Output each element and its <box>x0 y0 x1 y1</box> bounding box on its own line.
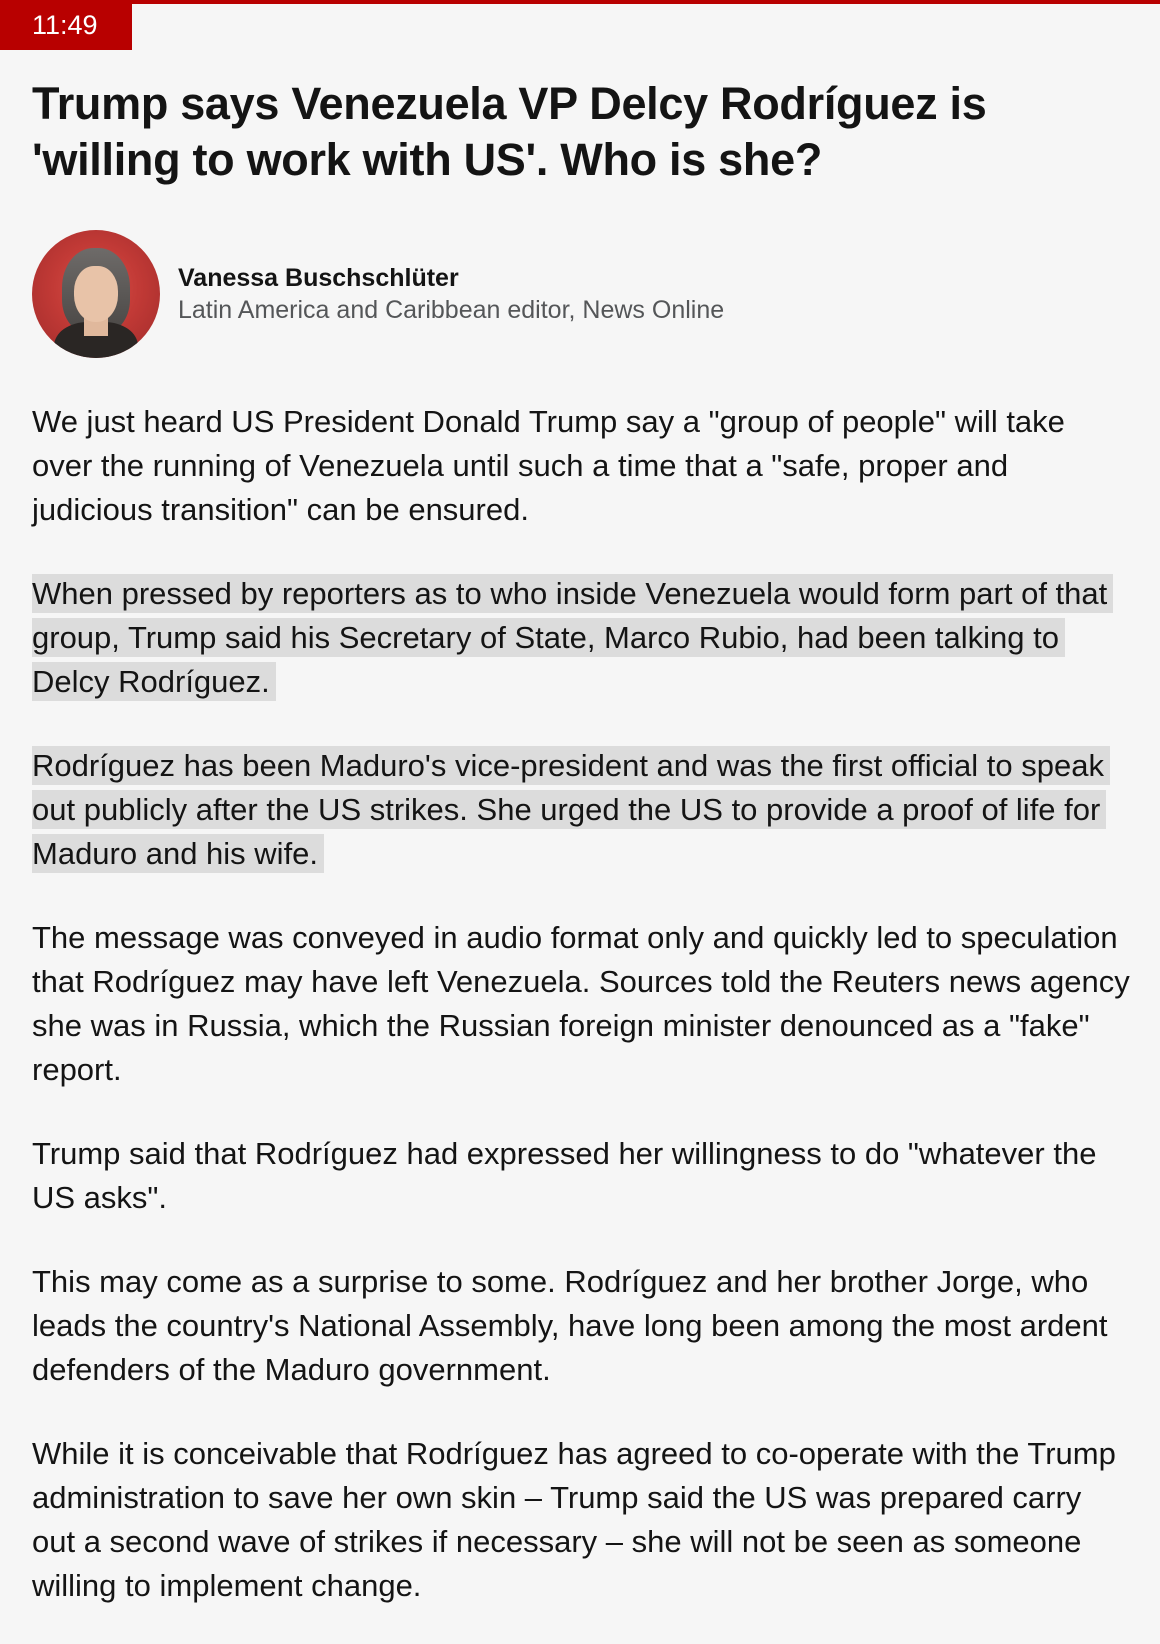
paragraph-4 <box>32 916 1132 1092</box>
paragraph-text: While it is conceivable that Rodríguez has agreed to co-operate with the Trump administration to save her own skin – Trump said the US was prepared carry out a second wave of strikes if necessary – she will not be seen as someone willing to implement change. <box>32 1436 1116 1603</box>
paragraph-2-highlighted <box>32 572 1132 704</box>
byline-text <box>178 262 724 326</box>
paragraph-3-highlighted <box>32 744 1132 876</box>
paragraph-text: The message was conveyed in audio format only and quickly led to speculation that Rodríguez may have left Venezuela. Sources told the Reuters news agency she was in Russia, which the Russian foreign minister denounced as a "fake" report. <box>32 920 1130 1087</box>
paragraph-text: Trump said that Rodríguez had expressed her willingness to do "whatever the US asks". <box>32 1136 1097 1215</box>
paragraph-5 <box>32 1132 1132 1220</box>
paragraph-text: This may come as a surprise to some. Rodríguez and her brother Jorge, who leads the country's National Assembly, have long been among the most ardent defenders of the Maduro government. <box>32 1264 1108 1387</box>
paragraph-7 <box>32 1432 1132 1608</box>
highlighted-text: Rodríguez has been Maduro's vice-president and was the first official to speak out publicly after the US strikes. She urged the US to provide a proof of life for Maduro and his wife. <box>32 746 1110 873</box>
time-badge: 11:49 <box>0 0 132 50</box>
top-accent-rule <box>0 0 1160 4</box>
article-headline: Trump says Venezuela VP Delcy Rodríguez is 'willing to work with US'. Who is she? <box>32 78 987 185</box>
paragraph-1 <box>32 400 1132 532</box>
article <box>32 76 1132 1608</box>
byline <box>32 230 1132 358</box>
author-avatar <box>32 230 160 358</box>
author-role: Latin America and Caribbean editor, News Online <box>178 296 725 324</box>
highlighted-text: When pressed by reporters as to who inside Venezuela would form part of that group, Trump said his Secretary of State, Marco Rubio, had been talking to Delcy Rodríguez. <box>32 574 1113 701</box>
author-name: Vanessa Buschschlüter <box>178 264 459 292</box>
paragraph-6 <box>32 1260 1132 1392</box>
paragraph-text: We just heard US President Donald Trump say a "group of people" will take over the running of Venezuela until such a time that a "safe, proper and judicious transition" can be ensured. <box>32 404 1065 527</box>
